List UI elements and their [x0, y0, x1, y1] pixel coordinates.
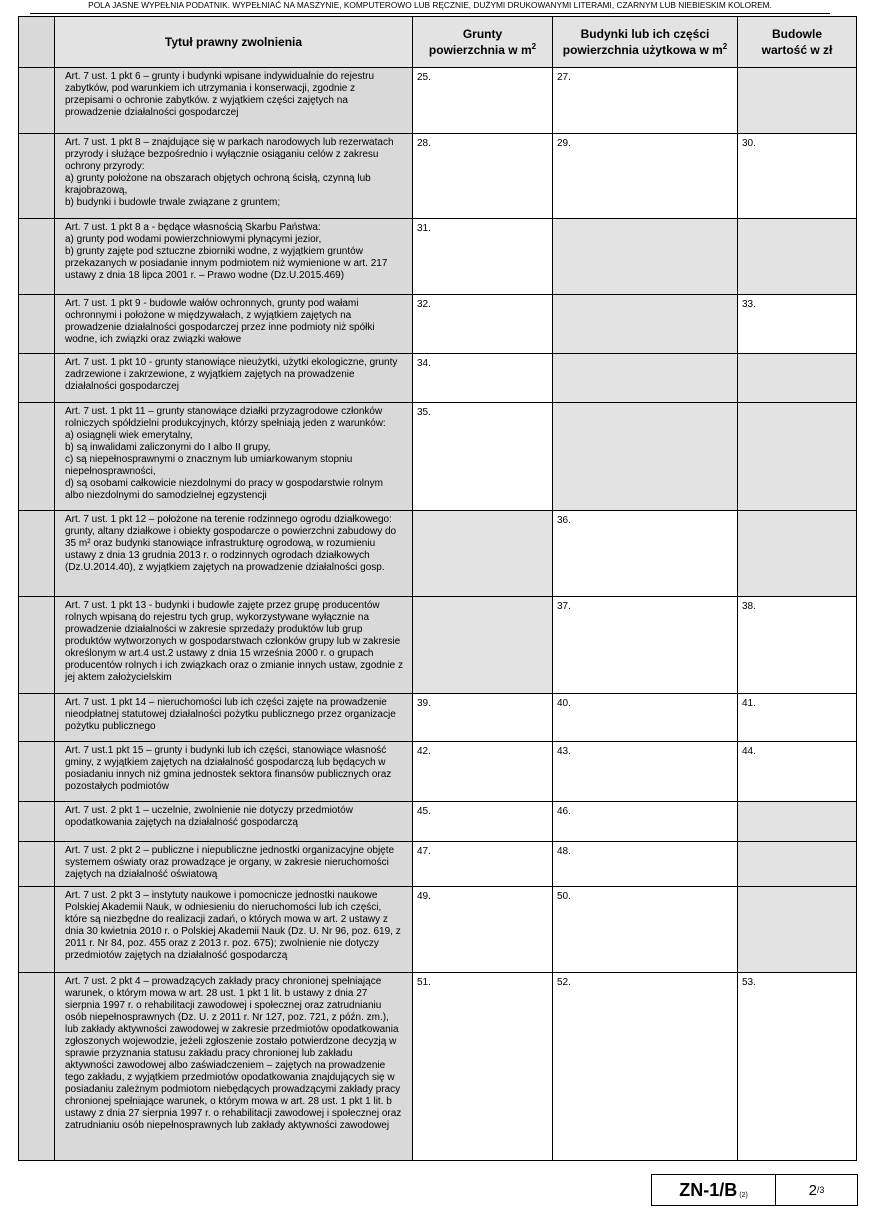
budynki-field[interactable]: 46.	[553, 802, 738, 842]
budynki-field[interactable]: 29.	[553, 134, 738, 219]
budynki-field	[553, 403, 738, 511]
row-marker-cell	[19, 511, 55, 597]
row-marker-cell	[19, 219, 55, 295]
header-blank-cell	[19, 17, 55, 68]
exemption-title: Art. 7 ust. 2 pkt 3 – instytuty naukowe i pomocnicze jednostki naukowe Polskiej Akademii Nauk, w odniesieniu do nieruchomości lub ich części, które są niezbędne do realizacji zadań, o których mowa w art. 2 ustawy z dnia 30 kwietnia 2010 r. o Polskiej Akademii Nauk (Dz. U. Nr 96, poz. 619, z 2011 r. Nr 84, poz. 455 oraz z 2013 r. poz. 675); zwolnienie nie dotyczy przedmiotów zajętych na działalność gospodarczą	[55, 887, 413, 973]
grunty-field[interactable]: 51.	[413, 973, 553, 1161]
exemption-title: Art. 7 ust. 1 pkt 8 – znajdujące się w parkach narodowych lub rezerwatach przyrody i służące bezpośrednio i wyłącznie osiąganiu celów z zakresu ochrony przyrody: a) grunty położone na obszarach objętych ochroną ścisłą, czynną lub krajobrazową, b) budynki i budowle trwale związane z gruntem;	[55, 134, 413, 219]
budowle-field	[738, 403, 857, 511]
exemption-title: Art. 7 ust. 1 pkt 11 – grunty stanowiące działki przyzagrodowe członków rolniczych spółdzielni produkcyjnych, którzy spełniają jeden z warunków: a) osiągnęli wiek emerytalny, b) są inwalidami zaliczonymi do I albo II grupy, c) są niepełnosprawnymi o znacznym lub umiarkowanym stopniu niepełnosprawności, d) są osobami całkowicie niezdolnymi do pracy w gospodarstwie rolnym albo niezdolnymi do samodzielnej egzystencji	[55, 403, 413, 511]
grunty-field[interactable]: 28.	[413, 134, 553, 219]
grunty-field	[413, 511, 553, 597]
form-code: ZN-1/B (2)	[652, 1175, 776, 1205]
row-marker-cell	[19, 802, 55, 842]
budowle-field	[738, 842, 857, 887]
table-row	[19, 354, 857, 403]
exemption-title: Art. 7 ust. 2 pkt 1 – uczelnie, zwolnienie nie dotyczy przedmiotów opodatkowania zajętych na działalność gospodarczą	[55, 802, 413, 842]
table-row	[19, 842, 857, 887]
fill-instructions-note: POLA JASNE WYPEŁNIA PODATNIK. WYPEŁNIAĆ NA MASZYNIE, KOMPUTEROWO LUB RĘCZNIE, DUŻYMI DRUKOWANYMI LITERAMI, CZARNYM LUB NIEBIESKIM KOLOREM.	[30, 0, 830, 14]
exemption-title: Art. 7 ust. 2 pkt 2 – publiczne i niepubliczne jednostki organizacyjne objęte systemem oświaty oraz prowadzące je organy, w zakresie nieruchomości zajętych na działalność oświatową	[55, 842, 413, 887]
header-budowle: Budowle wartość w zł	[738, 17, 857, 68]
budynki-field[interactable]: 52.	[553, 973, 738, 1161]
budynki-field[interactable]: 50.	[553, 887, 738, 973]
budowle-field	[738, 887, 857, 973]
exemption-table	[18, 16, 857, 1161]
budowle-field[interactable]: 41.	[738, 694, 857, 742]
table-row	[19, 134, 857, 219]
page-number: 2 /3	[808, 1181, 825, 1199]
grunty-field[interactable]: 49.	[413, 887, 553, 973]
grunty-field[interactable]: 35.	[413, 403, 553, 511]
budowle-field[interactable]: 30.	[738, 134, 857, 219]
table-row	[19, 597, 857, 694]
budowle-field	[738, 354, 857, 403]
table-row	[19, 802, 857, 842]
grunty-field[interactable]: 39.	[413, 694, 553, 742]
table-row	[19, 219, 857, 295]
exemption-title: Art. 7 ust. 1 pkt 6 – grunty i budynki wpisane indywidualnie do rejestru zabytków, pod warunkiem ich utrzymania i konserwacji, zgodnie z przepisami o ochronie zabytków. z wyjątkiem części zajętych na prowadzenie działalności gospodarczej	[55, 68, 413, 134]
budynki-field[interactable]: 40.	[553, 694, 738, 742]
row-marker-cell	[19, 403, 55, 511]
row-marker-cell	[19, 134, 55, 219]
table-row	[19, 973, 857, 1161]
budowle-field	[738, 511, 857, 597]
row-marker-cell	[19, 973, 55, 1161]
budowle-field[interactable]: 53.	[738, 973, 857, 1161]
grunty-field	[413, 597, 553, 694]
exemption-title: Art. 7 ust. 2 pkt 4 – prowadzących zakłady pracy chronionej spełniające warunek, o którym mowa w art. 28 ust. 1 pkt 1 lit. b ustawy z dnia 27 sierpnia 1997 r. o rehabilitacji zawodowej i społecznej oraz zatrudnianiu osób niepełnosprawnych (Dz. U. z 2011 r. Nr 127, poz. 721, z późn. zm.), lub zakłady aktywności zawodowej w zakresie przedmiotów opodatkowania zgłoszonych wojewodzie, jeżeli zgłoszenie zostało potwierdzone decyzją w sprawie przyznania statusu zakładu pracy chronionej lub zakładu aktywności zawodowej albo zaświadczeniem – zajętych na prowadzenie tego zakładu, z wyjątkiem przedmiotów opodatkowania znajdujących się w posiadaniu zależnym podmiotom niebędących prowadzącymi zakłady pracy chronionej spełniające warunek, o którym mowa w art. 28 ust. 1 pkt 1 lit. b ustawy z dnia 27 sierpnia 1997 r. o rehabilitacji zawodowej i społecznej oraz zatrudnianiu osób niepełnosprawnych lub zakłady aktywności zawodowej	[55, 973, 413, 1161]
budynki-field[interactable]: 37.	[553, 597, 738, 694]
row-marker-cell	[19, 742, 55, 802]
row-marker-cell	[19, 597, 55, 694]
exemption-title: Art. 7 ust. 1 pkt 12 – położone na terenie rodzinnego ogrodu działkowego: grunty, altany działkowe i obiekty gospodarcze o powierzchni zabudowy do 35 m² oraz budynki stanowiące infrastrukturę ogrodową, w rozumieniu ustawy z dnia 13 grudnia 2013 r. o rodzinnych ogrodach działkowych (Dz.U.2014.40), z wyjątkiem zajętych na prowadzenie działalności gosp.	[55, 511, 413, 597]
table-row	[19, 887, 857, 973]
grunty-field[interactable]: 32.	[413, 295, 553, 354]
budynki-field[interactable]: 48.	[553, 842, 738, 887]
exemption-title: Art. 7 ust. 1 pkt 8 a - będące własnością Skarbu Państwa: a) grunty pod wodami powierzchniowymi płynącymi jezior, b) grunty zajęte pod sztuczne zbiorniki wodne, z wyjątkiem gruntów przekazanych w posiadanie innym podmiotem niż wymienione w art. 217 ustawy z dnia 18 lipca 2001 r. – Prawo wodne (Dz.U.2015.469)	[55, 219, 413, 295]
budowle-field	[738, 68, 857, 134]
row-marker-cell	[19, 842, 55, 887]
table-row	[19, 295, 857, 354]
budynki-field[interactable]: 36.	[553, 511, 738, 597]
budowle-field[interactable]: 33.	[738, 295, 857, 354]
grunty-field[interactable]: 31.	[413, 219, 553, 295]
exemption-title: Art. 7 ust. 1 pkt 13 - budynki i budowle zajęte przez grupę producentów rolnych wpisaną do rejestru tych grup, wykorzystywane wyłącznie na prowadzenie działalności w zakresie sprzedaży produktów lub grup produktów wytworzonych w gospodarstwach członków grupy lub w zakresie określonym w art.4 ust.2 ustawy z dnia 15 września 2000 r. o grupach producentów rolnych i ich związkach oraz o zmianie innych ustaw, zgodnie z jej aktem założycielskim	[55, 597, 413, 694]
table-row	[19, 742, 857, 802]
budynki-field	[553, 354, 738, 403]
form-footer	[651, 1174, 858, 1206]
exemption-title: Art. 7 ust. 1 pkt 14 – nieruchomości lub ich części zajęte na prowadzenie nieodpłatnej statutowej działalności pożytku publicznego przez organizacje pożytku publicznego	[55, 694, 413, 742]
budowle-field	[738, 802, 857, 842]
budowle-field	[738, 219, 857, 295]
exemption-title: Art. 7 ust.1 pkt 15 – grunty i budynki lub ich części, stanowiące własność gminy, z wyjątkiem zajętych na działalność gospodarczą lub będących w posiadaniu innych niż gmina jednostek sektora finansów publicznych oraz pozostałych podmiotów	[55, 742, 413, 802]
header-grunty: Grunty powierzchnia w $m^2$	[413, 17, 553, 68]
header-budynki: Budynki lub ich części powierzchnia użytkowa w $m^2$	[553, 17, 738, 68]
row-marker-cell	[19, 354, 55, 403]
budowle-field[interactable]: 44.	[738, 742, 857, 802]
header-row	[19, 17, 857, 68]
grunty-field[interactable]: 34.	[413, 354, 553, 403]
exemption-title: Art. 7 ust. 1 pkt 9 - budowle wałów ochronnych, grunty pod wałami ochronnymi i położone w międzywałach, z wyjątkiem zajętych na prowadzenie działalności gospodarczej przez inne podmioty niż spółki wodne, ich związki oraz związki wałowe	[55, 295, 413, 354]
table-row	[19, 511, 857, 597]
table-row	[19, 68, 857, 134]
grunty-field[interactable]: 45.	[413, 802, 553, 842]
row-marker-cell	[19, 694, 55, 742]
budynki-field	[553, 295, 738, 354]
budynki-field[interactable]: 43.	[553, 742, 738, 802]
table-body	[19, 68, 857, 1161]
table-row	[19, 403, 857, 511]
grunty-field[interactable]: 42.	[413, 742, 553, 802]
budynki-field[interactable]: 27.	[553, 68, 738, 134]
row-marker-cell	[19, 68, 55, 134]
grunty-field[interactable]: 47.	[413, 842, 553, 887]
header-title: Tytuł prawny zwolnienia	[55, 17, 413, 68]
budowle-field[interactable]: 38.	[738, 597, 857, 694]
budynki-field	[553, 219, 738, 295]
row-marker-cell	[19, 295, 55, 354]
exemption-title: Art. 7 ust. 1 pkt 10 - grunty stanowiące nieużytki, użytki ekologiczne, grunty zadrzewione i zakrzewione, z wyjątkiem zajętych na prowadzenie działalności gospodarczej	[55, 354, 413, 403]
row-marker-cell	[19, 887, 55, 973]
table-row	[19, 694, 857, 742]
grunty-field[interactable]: 25.	[413, 68, 553, 134]
